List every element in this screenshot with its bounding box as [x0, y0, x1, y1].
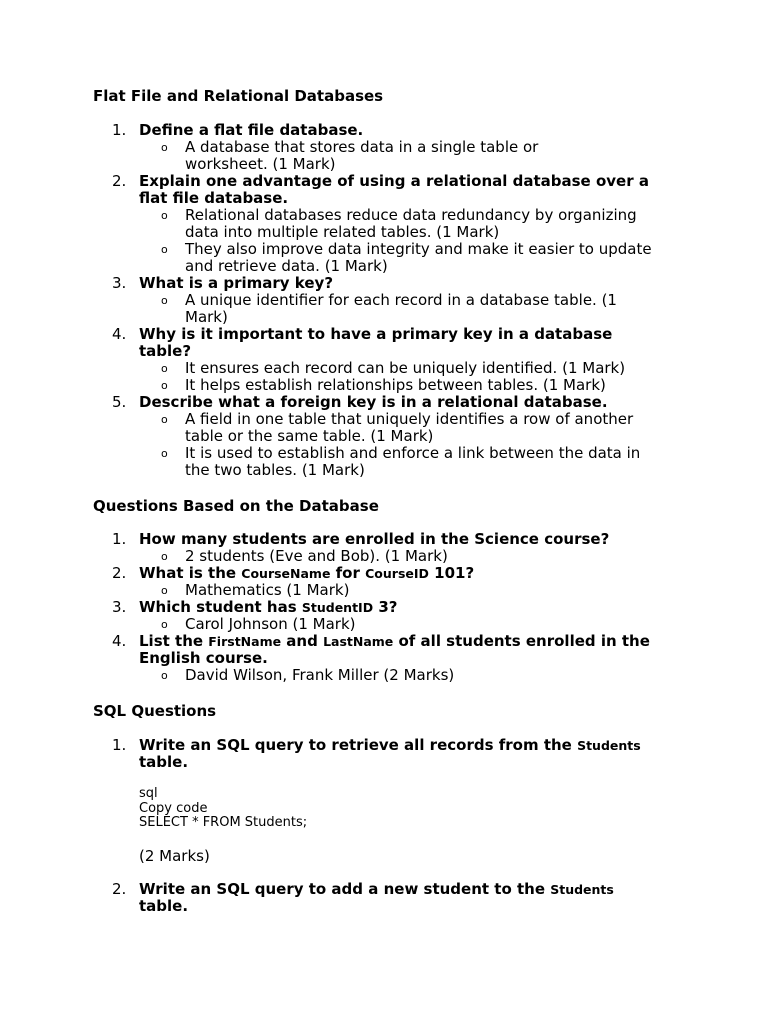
question-item — [93, 599, 693, 633]
question-number: 5. — [112, 393, 127, 411]
question-text: Describe what a foreign key is in a relational database. — [139, 393, 608, 411]
question-item — [93, 122, 693, 173]
question-text: Write an SQL query to add a new student to the Students table. — [139, 880, 614, 915]
question-number: 2. — [112, 172, 127, 190]
sql-question-list — [93, 737, 693, 771]
inline-code: Students — [550, 882, 614, 897]
copy-code-button[interactable]: Copy code — [139, 800, 208, 816]
question-item — [93, 326, 649, 394]
sql-question-list-2 — [93, 881, 693, 915]
inline-code: Students — [577, 738, 641, 753]
answer-item: o It is used to establish and enforce a link between the data in the two tables. (1 Mark) — [161, 444, 641, 479]
inline-code: FirstName — [208, 634, 282, 649]
question-number: 4. — [112, 632, 127, 650]
inline-code: LastName — [323, 634, 394, 649]
answer-list — [93, 548, 693, 565]
question-item — [93, 173, 679, 275]
answer-item: o They also improve data integrity and make it easier to update and retrieve data. (1 Mark) — [161, 240, 652, 275]
question-item — [93, 531, 693, 565]
question-text: How many students are enrolled in the Science course? — [139, 530, 610, 548]
answer-item: o David Wilson, Frank Miller (2 Marks) — [161, 666, 455, 684]
answer-item: o A database that stores data in a single table or worksheet. (1 Mark) — [161, 138, 539, 173]
answer-item: o A field in one table that uniquely identifies a row of another table or the same table. (1 Mark) — [161, 410, 634, 445]
bullet-icon: o — [161, 584, 168, 597]
inline-code: StudentID — [301, 600, 374, 615]
answer-item: o It helps establish relationships between tables. (1 Mark) — [161, 376, 606, 394]
bullet-icon: o — [161, 550, 168, 563]
code-language-label: sql — [139, 786, 158, 801]
answer-list — [93, 616, 693, 633]
question-item — [93, 394, 699, 479]
bullet-icon: o — [161, 294, 168, 307]
answer-item: o Carol Johnson (1 Mark) — [161, 615, 356, 633]
answer-list — [93, 411, 699, 479]
bullet-icon: o — [161, 669, 168, 682]
section-heading-sql: SQL Questions — [93, 702, 217, 720]
answer-item: o A unique identifier for each record in a database table. (1 Mark) — [161, 291, 617, 326]
bullet-icon: o — [161, 209, 168, 222]
bullet-icon: o — [161, 141, 168, 154]
bullet-icon: o — [161, 447, 168, 460]
question-number: 3. — [112, 274, 127, 292]
question-number: 4. — [112, 325, 127, 343]
question-text: Define a flat file database. — [139, 121, 364, 139]
question-item — [93, 633, 679, 684]
question-text: List the FirstName and LastName of all students enrolled in the English course. — [139, 632, 650, 667]
bullet-icon: o — [161, 243, 168, 256]
question-item — [93, 275, 693, 326]
question-number: 1. — [112, 530, 127, 548]
answer-item: o Relational databases reduce data redundancy by organizing data into multiple related tables. (1 Mark) — [161, 206, 637, 241]
question-text: Why is it important to have a primary key in a database table? — [139, 325, 613, 360]
database-question-list — [93, 531, 693, 684]
answer-list — [93, 360, 649, 394]
answer-list — [93, 207, 679, 275]
question-text: Write an SQL query to retrieve all records from the Students table. — [139, 736, 641, 771]
answer-list — [93, 292, 693, 326]
flat-file-question-list — [93, 122, 693, 479]
inline-code: CourseID — [365, 566, 429, 581]
answer-item: o Mathematics (1 Mark) — [161, 581, 350, 599]
question-number: 3. — [112, 598, 127, 616]
question-number: 1. — [112, 121, 127, 139]
marks-label: (2 Marks) — [139, 847, 210, 865]
bullet-icon: o — [161, 379, 168, 392]
question-text: What is a primary key? — [139, 274, 334, 292]
question-text: What is the CourseName for CourseID 101? — [139, 564, 475, 582]
bullet-icon: o — [161, 618, 168, 631]
question-item — [93, 737, 679, 771]
question-number: 1. — [112, 736, 127, 754]
section-heading-flat-file: Flat File and Relational Databases — [93, 87, 384, 105]
question-item — [93, 565, 693, 599]
answer-list — [93, 582, 693, 599]
inline-code: CourseName — [241, 566, 331, 581]
answer-item: o 2 students (Eve and Bob). (1 Mark) — [161, 547, 448, 565]
answer-item: o It ensures each record can be uniquely identified. (1 Mark) — [161, 359, 626, 377]
code-query: SELECT * FROM Students; — [139, 815, 308, 830]
code-block — [139, 787, 307, 831]
section-heading-database: Questions Based on the Database — [93, 497, 379, 515]
answer-list — [93, 667, 679, 684]
question-item — [93, 881, 659, 915]
question-number: 2. — [112, 880, 127, 898]
question-text: Explain one advantage of using a relational database over a flat file database. — [139, 172, 649, 207]
question-number: 2. — [112, 564, 127, 582]
bullet-icon: o — [161, 362, 168, 375]
question-text: Which student has StudentID 3? — [139, 598, 398, 616]
bullet-icon: o — [161, 413, 168, 426]
answer-list — [93, 139, 693, 173]
